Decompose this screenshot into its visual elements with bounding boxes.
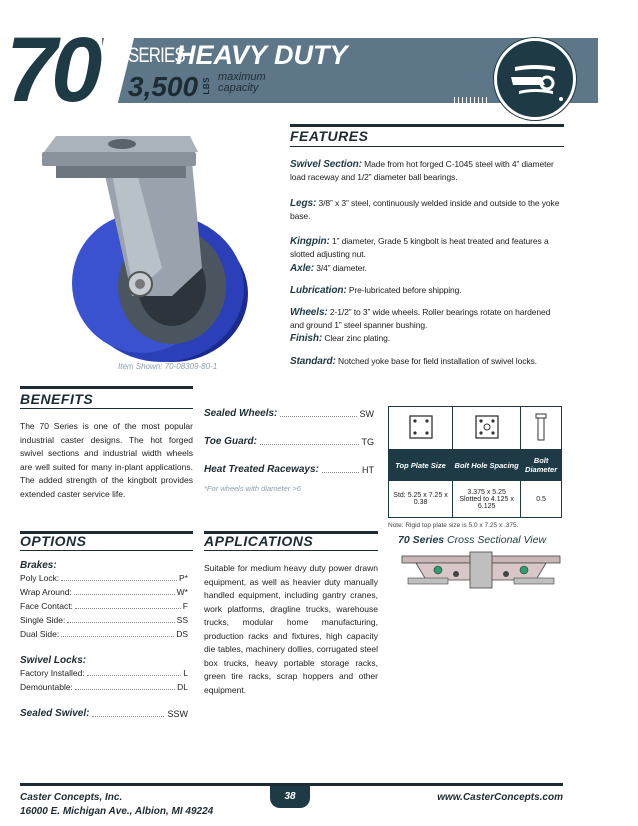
brand-logo <box>494 38 576 120</box>
feature-label: Legs: <box>290 198 317 209</box>
maximum-word: maximum <box>218 71 266 83</box>
bolt-icon <box>535 413 547 441</box>
option-code: L <box>183 668 188 678</box>
option-code: P* <box>179 573 188 583</box>
option-label: Wrap Around: <box>20 587 72 597</box>
benefit-note: *For wheels with diameter >6 <box>204 484 301 493</box>
option-row-wrap-around <box>20 585 188 599</box>
value-top-plate-size: Std: 5.25 x 7.25 x 0.38 <box>389 481 453 518</box>
applications-text: Suitable for medium heavy duty power drawn equipment, as well as heavier duty manually handled equipment, including gantry cranes, work platforms, dragline trucks, warehouse trucks, modular home manufacturing, production racks and fixtures, high capacity die tables, machinery dollies, corrugated steel box trucks, heavy portable storage racks, green tire racks, scrap hoppers and other equipment. <box>204 563 378 695</box>
cross-section-icon <box>398 550 564 590</box>
feature-lubrication <box>290 284 564 297</box>
option-row-sealed-swivel <box>20 706 188 722</box>
leader-dots <box>322 462 359 473</box>
cross-section-title-rest: Cross Sectional View <box>447 534 547 546</box>
feature-label: Kingpin: <box>290 236 330 247</box>
feature-kingpin <box>290 235 564 261</box>
feature-standard <box>290 355 564 368</box>
option-label: Single Side: <box>20 615 66 625</box>
option-code: W* <box>176 587 188 597</box>
feature-wheels <box>290 306 564 332</box>
leader-dots <box>61 627 174 637</box>
option-row-factory-installed <box>20 666 188 680</box>
option-row-demountable <box>20 680 188 694</box>
capacity-word: capacity <box>218 82 259 94</box>
capacity-value: 3,500 <box>128 71 199 102</box>
benefit-row-heat-treated <box>204 462 374 478</box>
leader-dots <box>87 666 182 676</box>
feature-text: Notched yoke base for field installation of swivel locks. <box>338 356 537 366</box>
page-title: HEAVY DUTY <box>176 40 348 70</box>
header-top-plate-size: Top Plate Size <box>389 450 453 481</box>
benefit-row-toe-guard <box>204 434 374 450</box>
caster-product-image <box>22 118 272 378</box>
benefits-rule <box>20 386 193 389</box>
spec-note: Note: Rigid top plate size is 5.0 x 7.25 x .375. <box>388 522 519 529</box>
header-bolt-diameter: Bolt Diameter <box>521 450 562 481</box>
bolt-hole-icon <box>474 414 500 440</box>
footer-company: Caster Concepts, Inc. <box>20 792 123 803</box>
leader-dots <box>75 599 181 609</box>
capacity-caption <box>218 72 266 94</box>
feature-text: Pre-lubricated before shipping. <box>348 285 462 295</box>
spec-table-wrap <box>388 406 562 529</box>
options-rule-bottom <box>20 550 193 551</box>
options-list <box>20 560 188 722</box>
leader-dots <box>92 706 164 717</box>
feature-axle <box>290 262 564 275</box>
top-plate-diagram-cell <box>389 407 453 450</box>
leader-dots <box>61 571 177 581</box>
leader-dots <box>67 613 174 623</box>
option-label: Factory Installed: <box>20 668 85 678</box>
cross-section-title-bold: 70 Series <box>398 534 445 546</box>
option-label: Face Contact: <box>20 601 73 611</box>
feature-label: Axle: <box>290 263 314 274</box>
series-label: SERIES <box>128 44 185 67</box>
benefit-code: SW <box>359 409 374 419</box>
footer-address: 16000 E. Michigan Ave., Albion, MI 49224 <box>20 806 214 817</box>
feature-text: Made from hot forged C-1045 steel with 4” diameter load raceway and 1/2” diameter ball bearings. <box>290 159 554 182</box>
capacity-unit: LBS <box>202 77 211 95</box>
cross-section-title <box>398 534 546 546</box>
feature-label: Standard: <box>290 356 336 367</box>
header-bolt-hole-spacing: Bolt Hole Spacing <box>453 450 521 481</box>
feature-text: 1” diameter, Grade 5 kingbolt is heat treated and features a slotted adjusting nut. <box>290 236 549 259</box>
value-bolt-diameter: 0.5 <box>521 481 562 518</box>
benefit-code: TG <box>361 437 374 447</box>
option-code: DL <box>177 682 188 692</box>
option-code: SSW <box>167 709 188 719</box>
header-ticks <box>454 97 490 103</box>
benefits-text: The 70 Series is one of the most popular industrial caster designs. The hot forged swivel sections and industrial width wheels are well suited for many in-plant applications. The added strength of the kingbolt provides extended caster service life. <box>20 421 193 499</box>
feature-legs <box>290 197 564 223</box>
bolt-diagram-cell <box>521 407 562 450</box>
features-rule-bottom <box>290 146 564 147</box>
brakes-heading: Brakes: <box>20 560 57 571</box>
value-bolt-hole-spacing: 3.375 x 5.25 Slotted to 4.125 x 6.125 <box>453 481 521 518</box>
feature-swivel-section <box>290 158 564 184</box>
option-label: Poly Lock: <box>20 573 60 583</box>
option-code: F <box>182 601 188 611</box>
benefit-row-sealed-wheels <box>204 406 374 422</box>
leader-dots <box>74 585 175 595</box>
series-number: 70 <box>6 19 97 121</box>
cross-section-image <box>398 550 564 595</box>
caster-illustration-icon <box>22 118 272 378</box>
option-row-poly-lock <box>20 571 188 585</box>
benefits-rule-bottom <box>20 408 193 409</box>
leader-dots <box>280 406 356 417</box>
leader-dots <box>75 680 175 690</box>
feature-text: Clear zinc plating. <box>324 333 391 343</box>
features-rule <box>290 124 564 127</box>
option-label: Demountable: <box>20 682 73 692</box>
top-plate-icon <box>408 414 434 440</box>
feature-finish <box>290 332 564 345</box>
benefit-code: HT <box>362 465 374 475</box>
options-title: OPTIONS <box>20 533 87 549</box>
feature-label: Swivel Section: <box>290 159 362 170</box>
benefit-codes <box>204 406 374 493</box>
feature-text: 3/4” diameter. <box>316 263 367 273</box>
applications-rule-bottom <box>204 550 378 551</box>
benefit-label: Sealed Wheels: <box>204 408 278 419</box>
benefits-title: BENEFITS <box>20 391 94 407</box>
applications-title: APPLICATIONS <box>204 533 314 549</box>
option-code: DS <box>176 629 188 639</box>
benefit-label: Toe Guard: <box>204 436 257 447</box>
bolt-hole-diagram-cell <box>453 407 521 450</box>
option-row-face-contact <box>20 599 188 613</box>
spec-table <box>388 406 562 518</box>
benefit-label: Heat Treated Raceways: <box>204 464 319 475</box>
feature-label: Finish: <box>290 333 323 344</box>
feature-label: Wheels: <box>290 307 328 318</box>
option-row-single-side <box>20 613 188 627</box>
option-label: Sealed Swivel: <box>20 708 90 719</box>
image-caption: Item Shown: 70-08309-80-1 <box>118 362 218 371</box>
feature-label: Lubrication: <box>290 285 347 296</box>
leader-dots <box>260 434 359 445</box>
feature-text: 3/8” x 3” steel, continuously welded inside and outside to the yoke base. <box>290 198 560 221</box>
swivel-locks-heading: Swivel Locks: <box>20 655 87 666</box>
caster-logo-icon <box>497 41 573 117</box>
feature-text: 2-1/2” to 3” wide wheels. Roller bearings rotate on hardened and ground 1” steel spanner bushing. <box>290 307 551 330</box>
option-label: Dual Side: <box>20 629 60 639</box>
page-number: 38 <box>270 786 310 808</box>
option-row-dual-side <box>20 627 188 641</box>
footer-url[interactable]: www.CasterConcepts.com <box>437 792 563 803</box>
option-code: SS <box>176 615 188 625</box>
features-title: FEATURES <box>290 128 369 144</box>
